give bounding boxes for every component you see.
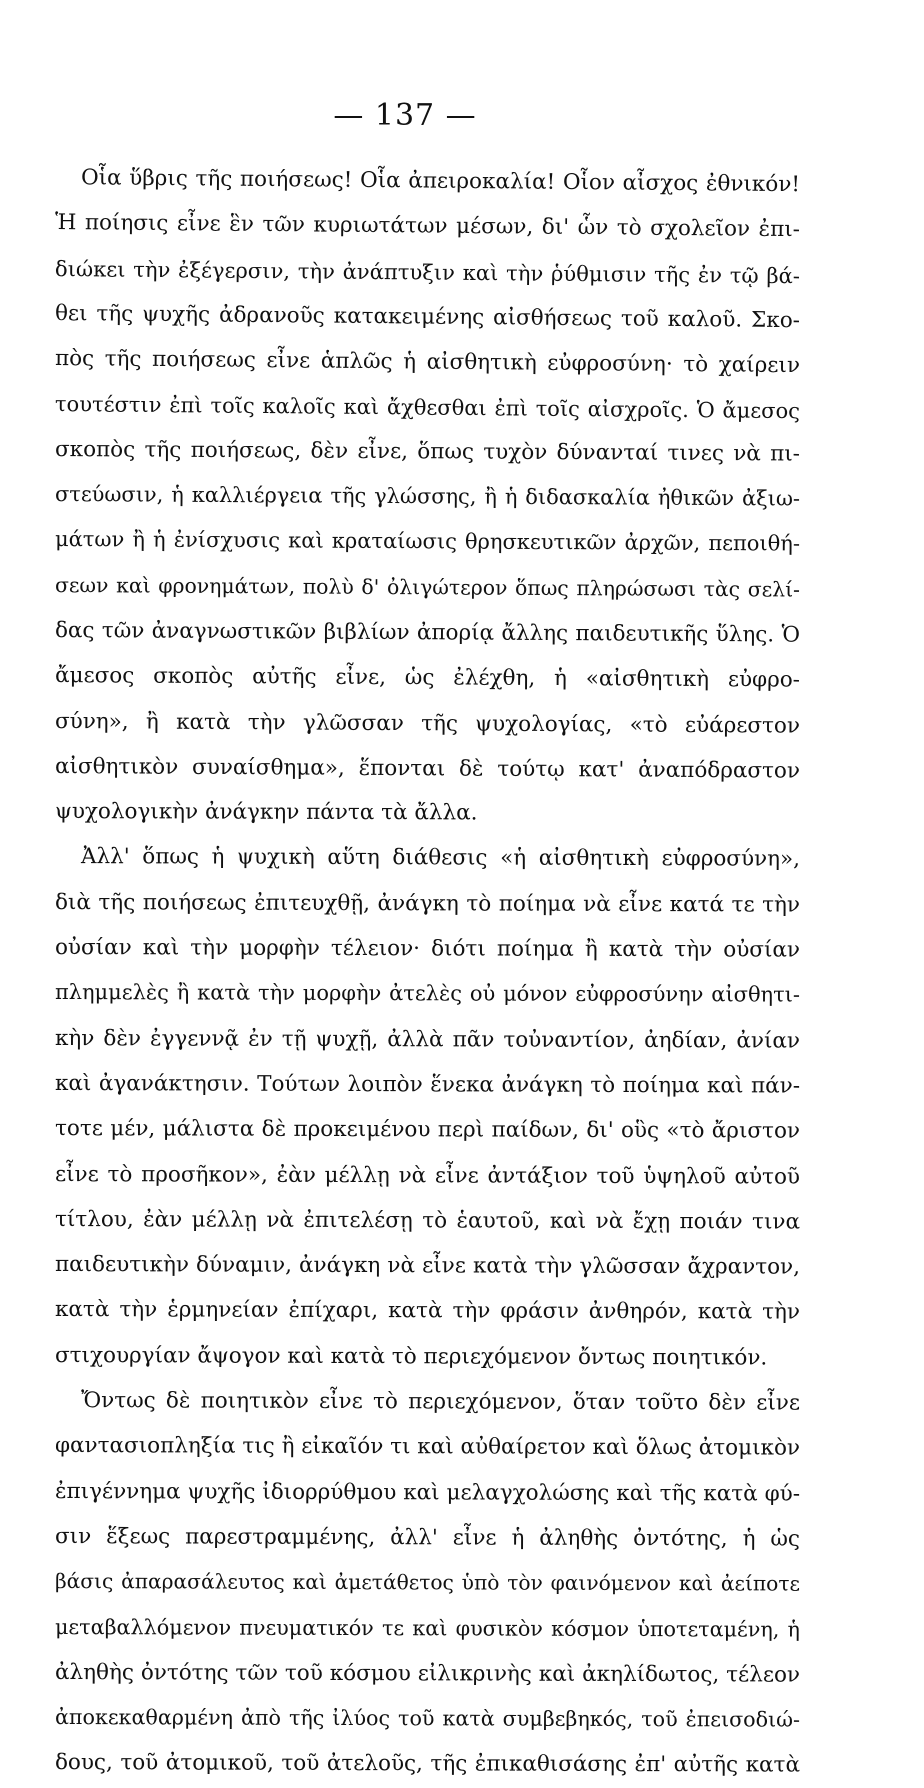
text-line: καὶ ἀγανάκτησιν. Τούτων λοιπὸν ἕνεκα ἀνάγκη τὸ ποίημα καὶ πάν-	[54, 1070, 801, 1099]
text-line: ἐπιγέννημα ψυχῆς ἰδιορρύθμου καὶ μελαγχολώσης καὶ τῆς κατὰ φύ-	[54, 1478, 801, 1507]
text-line: τίτλου, ἐὰν μέλλῃ νὰ ἐπιτελέσῃ τὸ ἑαυτοῦ, καὶ νὰ ἔχῃ ποιάν τινα	[54, 1206, 801, 1235]
text-line: μάτων ἢ ἡ ἐνίσχυσις καὶ κραταίωσις θρησκευτικῶν ἀρχῶν, πεποιθή-	[54, 527, 801, 556]
text-line: σύνη», ἢ κατὰ τὴν γλῶσσαν τῆς ψυχολογίας, «τὸ εὐάρεστον	[54, 708, 801, 739]
text-line: σεων καὶ φρονημάτων, πολὺ δ' ὀλιγώτερον ὅπως πληρώσωσι τὰς σελί-	[54, 572, 801, 602]
text-line: φαντασιοπληξία τις ἢ εἰκαῖόν τι καὶ αὐθαίρετον καὶ ὅλως ἀτομικὸν	[54, 1433, 801, 1461]
text-line: πὸς τῆς ποιήσεως εἶνε ἁπλῶς ἡ αἰσθητικὴ εὐφροσύνη· τὸ χαίρειν	[54, 346, 801, 379]
text-line: δους, τοῦ ἀτομικοῦ, τοῦ ἀτελοῦς, τῆς ἐπικαθισάσης ἐπ' αὐτῆς κατὰ	[54, 1750, 801, 1778]
text-line: κὴν δὲν ἐγγεννᾷ ἐν τῇ ψυχῇ, ἀλλὰ πᾶν τοὐναντίον, ἀηδίαν, ἀνίαν	[54, 1025, 801, 1054]
text-line: θει τῆς ψυχῆς ἀδρανοῦς κατακειμένης αἰσθήσεως τοῦ καλοῦ. Σκο-	[54, 300, 801, 334]
text-line: διώκει τὴν ἐξέγερσιν, τὴν ἀνάπτυξιν καὶ τὴν ῥύθμισιν τῆς ἐν τῷ βά-	[54, 255, 801, 288]
page-number: — 137 —	[333, 98, 477, 133]
text-line: στεύωσιν, ἡ καλλιέργεια τῆς γλώσσης, ἢ ἡ διδασκαλία ἠθικῶν ἀξιω-	[54, 482, 801, 511]
text-line: δας τῶν ἀναγνωστικῶν βιβλίων ἀπορίᾳ ἄλλης παιδευτικῆς ὕλης. Ὁ	[54, 617, 801, 648]
text-line: κατὰ τὴν ἑρμηνείαν ἐπίχαρι, κατὰ τὴν φράσιν ἀνθηρόν, κατὰ τὴν	[54, 1297, 801, 1326]
text-line: αἰσθητικὸν συναίσθημα», ἕπονται δὲ τούτῳ κατ' ἀναπόδραστον	[54, 753, 801, 784]
text-line: μεταβαλλόμενον πνευματικόν τε καὶ φυσικὸν κόσμον ὑποτεταμένη, ἡ	[54, 1614, 801, 1642]
text-line: διὰ τῆς ποιήσεως ἐπιτευχθῇ, ἀνάγκη τὸ ποίημα νὰ εἶνε κατά τε τὴν	[54, 889, 801, 918]
text-line: πλημμελὲς ἢ κατὰ τὴν μορφὴν ἀτελὲς οὐ μόνον εὐφροσύνην αἰσθητι-	[54, 980, 801, 1007]
text-line: σιν ἕξεως παρεστραμμένης, ἀλλ' εἶνε ἡ ἀληθὴς ὀντότης, ἡ ὡς	[54, 1523, 801, 1552]
text-line: παιδευτικὴν δύναμιν, ἀνάγκη νὰ εἶνε κατὰ τὴν γλῶσσαν ἄχραντον,	[54, 1252, 801, 1280]
body-text	[55, 155, 800, 1786]
text-line: τοτε μέν, μάλιστα δὲ προκειμένου περὶ παίδων, δι' οὓς «τὸ ἄριστον	[54, 1116, 801, 1144]
text-line: στιχουργίαν ἄψογον καὶ κατὰ τὸ περιεχόμενον ὄντως ποιητικόν.	[54, 1342, 768, 1371]
text-line: ψυχολογικὴν ἀνάγκην πάντα τὰ ἄλλα.	[54, 799, 478, 826]
text-line: σκοπὸς τῆς ποιήσεως, δὲν εἶνε, ὅπως τυχὸν δύνανταί τινες νὰ πι-	[54, 436, 801, 467]
text-line: οὐσίαν καὶ τὴν μορφὴν τέλειον· διότι ποίημα ἢ κατὰ τὴν οὐσίαν	[54, 935, 801, 963]
text-line: Οἷα ὕβρις τῆς ποιήσεως! Οἷα ἀπειροκαλία! Οἷον αἶσχος ἐθνικόν!	[80, 165, 801, 198]
text-line: Ἡ ποίησις εἶνε ἓν τῶν κυριωτάτων μέσων, δι' ὧν τὸ σχολεῖον ἐπι-	[54, 210, 801, 243]
text-line: ἀποκεκαθαρμένη ἀπὸ τῆς ἰλύος τοῦ κατὰ συμβεβηκός, τοῦ ἐπεισοδιώ-	[54, 1705, 801, 1732]
text-line: ἄμεσος σκοπὸς αὐτῆς εἶνε, ὡς ἐλέχθη, ἡ «αἰσθητικὴ εὐφρο-	[54, 663, 801, 693]
text-line: Ἀλλ' ὅπως ἡ ψυχικὴ αὕτη διάθεσις «ἡ αἰσθητικὴ εὐφροσύνη»,	[80, 844, 801, 873]
text-line: Ὄντως δὲ ποιητικὸν εἶνε τὸ περιεχόμενον, ὅταν τοῦτο δὲν εἶνε	[80, 1388, 801, 1416]
text-line: βάσις ἀπαρασάλευτος καὶ ἀμετάθετος ὑπὸ τὸν φαινόμενον καὶ ἀείποτε	[54, 1569, 801, 1596]
text-line: τουτέστιν ἐπὶ τοῖς καλοῖς καὶ ἄχθεσθαι ἐπὶ τοῖς αἰσχροῖς. Ὁ ἄμεσος	[54, 391, 801, 424]
text-line: εἶνε τὸ προσῆκον», ἐὰν μέλλῃ νὰ εἶνε ἀντάξιον τοῦ ὑψηλοῦ αὐτοῦ	[54, 1161, 801, 1190]
text-line: ἀληθὴς ὀντότης τῶν τοῦ κόσμου εἰλικρινὴς καὶ ἀκηλίδωτος, τέλεον	[54, 1659, 801, 1688]
